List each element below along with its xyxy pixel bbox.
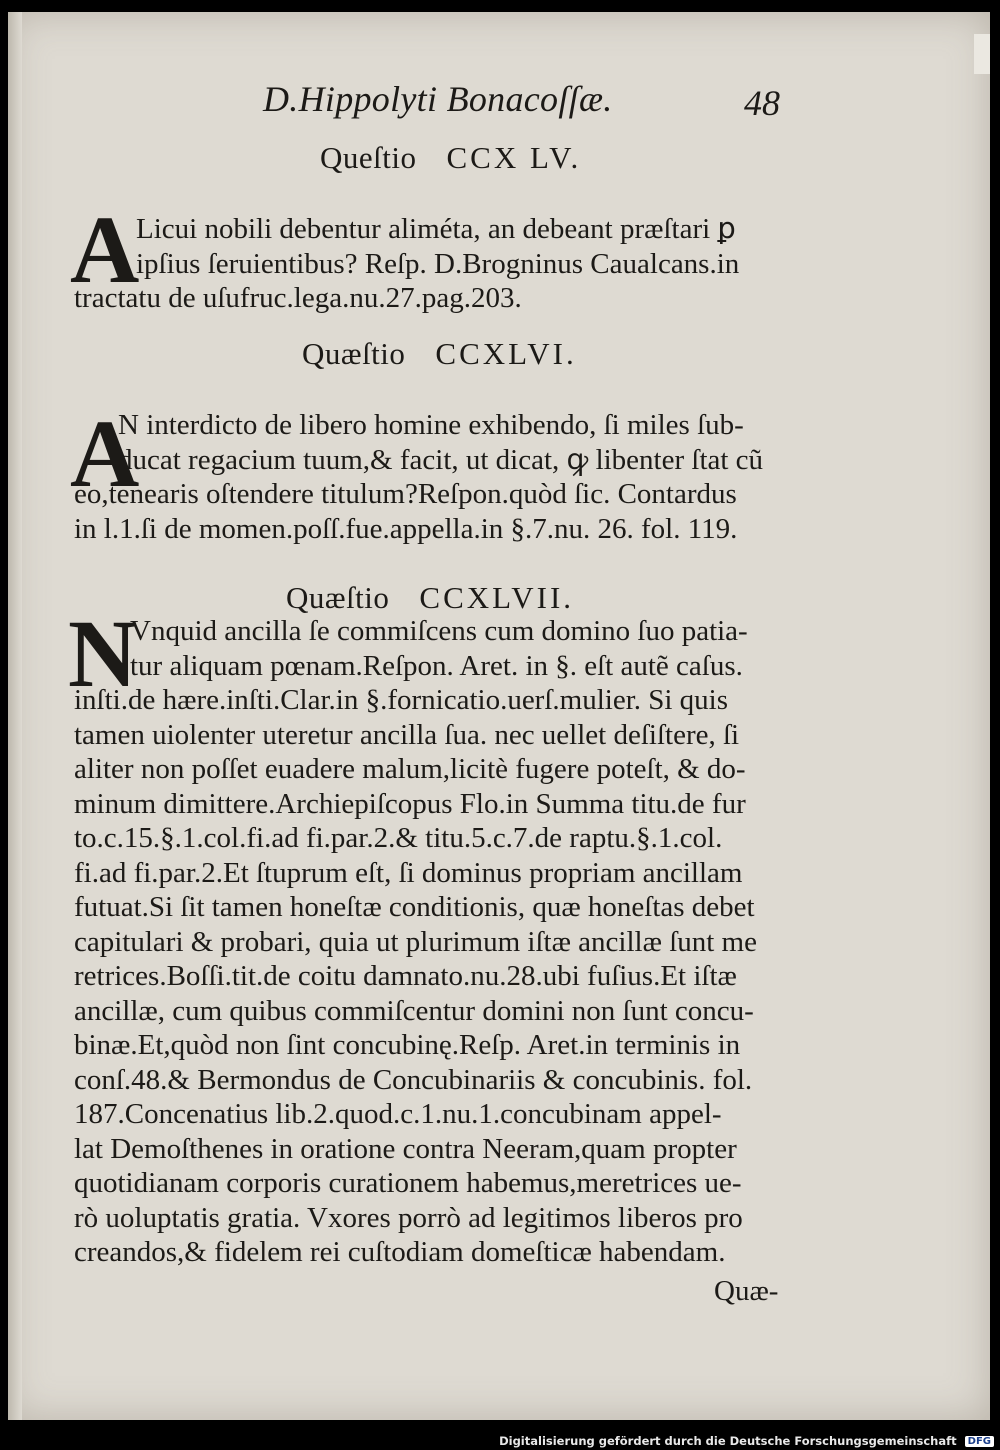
text-line: Licui nobili debentur aliméta, an debeant præſtari ꝑ <box>136 213 736 245</box>
text-line: 187.Concenatius lib.2.quod.c.1.nu.1.concubinam appel- <box>74 1098 722 1130</box>
page-gutter-shadow <box>8 12 22 1420</box>
question-title-3 <box>286 580 574 616</box>
text-line: inſti.de hære.inſti.Clar.in §.fornicatio.uerſ.mulier. Si quis <box>74 684 729 716</box>
text-line: ducat regacium tuum,& facit, ut dicat, ꝙ libenter ſtat cũ <box>118 443 764 476</box>
text-line: Vnquid ancilla ſe commiſcens cum domino ſuo patia- <box>130 615 748 647</box>
book-page <box>8 12 990 1420</box>
drop-initial: N <box>68 600 138 707</box>
question-title-number: CCXLVI. <box>435 336 577 371</box>
text-line: ancillæ, cum quibus commiſcentur domini non ſunt concu- <box>74 994 754 1027</box>
text-line: minum dimittere.Archiepiſcopus Flo.in Summa titu.de fur <box>74 787 746 820</box>
text-line: tamen uiolenter uteretur ancilla ſua. nec uellet deſiſtere, ſi <box>74 718 740 751</box>
text-line: quotidianam corporis curationem habemus,meretrices ue- <box>74 1167 742 1199</box>
text-line: capitulari & probari, quia ut plurimum iſtæ ancillæ ſunt me <box>74 925 757 958</box>
text-line: tur aliquam pœnam.Reſpon. Aret. in §. eſt autẽ caſus. <box>130 649 743 682</box>
text-line: retrices.Boſſi.tit.de coitu damnato.nu.28.ubi fuſius.Et iſtæ <box>74 960 737 992</box>
text-line: ipſius ſeruientibus? Reſp. D.Brogninus Caualcans.in <box>136 247 740 280</box>
page-corner <box>974 34 990 74</box>
text-line: binæ.Et,quòd non ſint concubinę.Reſp. Aret.in terminis in <box>74 1029 741 1061</box>
text-line: lat Demoſthenes in oratione contra Neeram,quam propter <box>74 1132 737 1165</box>
question-body-3 <box>74 614 826 1270</box>
credit-text: Digitalisierung gefördert durch die Deutsche Forschungsgemeinschaft <box>499 1434 957 1448</box>
text-line: in l.1.ſi de momen.poſſ.fue.appella.in §.7.nu. 26. fol. 119. <box>74 512 738 545</box>
running-head: D.Hippolyti Bonacoſſæ. <box>263 79 613 119</box>
text-line: futuat.Si ſit tamen honeſtæ conditionis, quæ honeſtas debet <box>74 891 755 923</box>
text-line: creandos,& fidelem rei cuſtodiam domeſticæ habendam. <box>74 1236 726 1268</box>
text-line: eo,tenearis oſtendere titulum?Reſpon.quòd ſic. Contardus <box>74 478 737 510</box>
text-line: conſ.48.& Bermondus de Concubinariis & concubinis. fol. <box>74 1063 753 1096</box>
catchword: Quæ- <box>714 1275 779 1307</box>
question-title-1 <box>320 140 581 176</box>
drop-initial: A <box>70 400 140 507</box>
text-line: rò uoluptatis gratia. Vxores porrò ad legitimos liberos pro <box>74 1201 743 1234</box>
question-title-number: CCX LV. <box>446 140 582 175</box>
text-line: tractatu de uſufruc.lega.nu.27.pag.203. <box>74 282 522 314</box>
page-number: 48 <box>744 83 780 123</box>
text-line: aliter non poſſet euadere malum,licitè fugere poteſt, & do- <box>74 753 746 785</box>
question-title-number: CCXLVII. <box>419 580 575 615</box>
drop-initial: A <box>70 196 140 303</box>
question-body-2 <box>74 408 826 546</box>
question-title-word: Quæſtio <box>302 336 406 371</box>
question-title-word: Queſtio <box>320 140 417 175</box>
question-body-1 <box>74 212 826 316</box>
dfg-logo-icon: DFG <box>965 1436 994 1447</box>
digitization-credit <box>499 1434 994 1448</box>
text-line: fi.ad fi.par.2.Et ſtuprum eſt, ſi dominus propriam ancillam <box>74 856 743 889</box>
text-line: to.c.15.§.1.col.fi.ad fi.par.2.& titu.5.c.7.de raptu.§.1.col. <box>74 822 723 854</box>
question-title-word: Quæſtio <box>286 580 390 615</box>
question-title-2 <box>302 336 577 372</box>
text-line: N interdicto de libero homine exhibendo, ſi miles ſub- <box>118 409 744 441</box>
